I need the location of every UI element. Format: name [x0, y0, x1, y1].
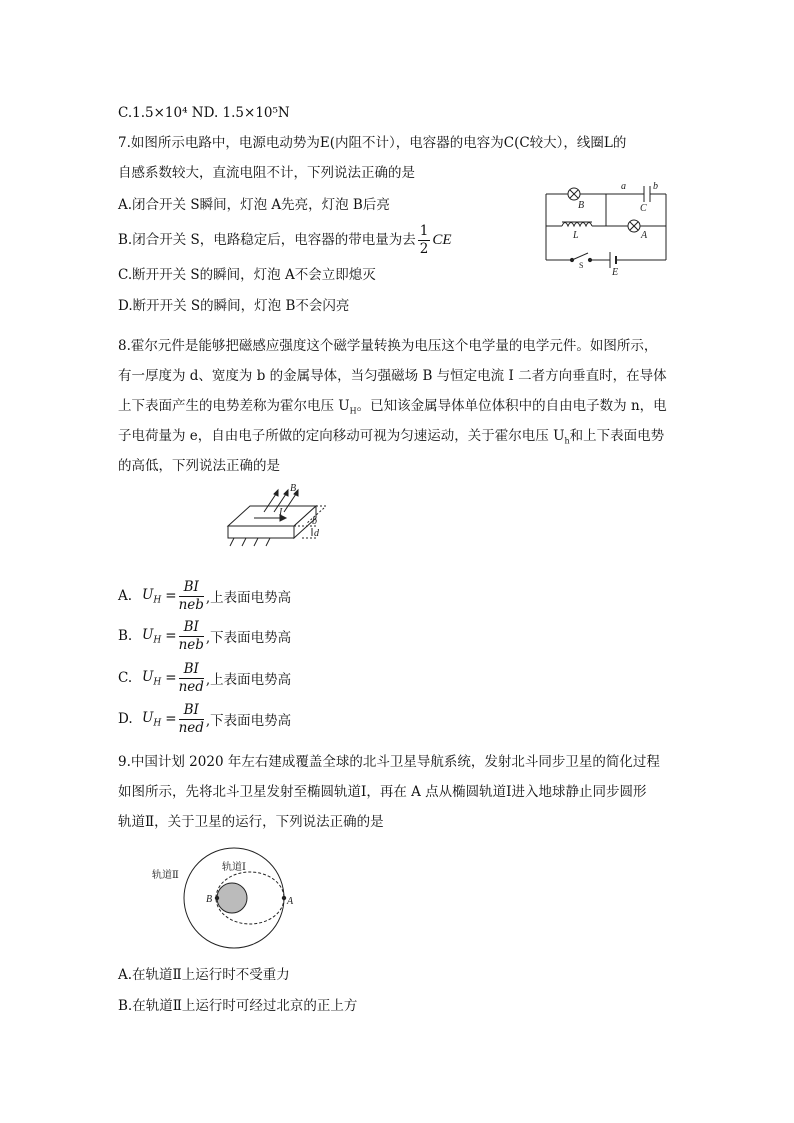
q8-option-equals: =: [165, 711, 177, 727]
q8-label-width: b: [312, 516, 317, 527]
q8-hall-element-diagram: [222, 482, 332, 554]
q8-option-uh: [142, 710, 161, 729]
q8-option-fraction: [179, 661, 204, 696]
q7-option-d: D.断开开关 S的瞬间，灯泡 B不会闪亮: [118, 298, 350, 314]
q6-options-tail: C.1.5×10⁴ ND. 1.5×10⁵N: [118, 105, 290, 121]
q8-stem-line-3: [118, 396, 667, 422]
q8-stem-line-4-tail: 和上下表面电势: [569, 428, 665, 444]
q7-option-b-text: B.闭合开关 S，电路稳定后，电容器的带电量为去: [118, 232, 416, 248]
q8-option-fraction: [179, 579, 204, 614]
q8-option-text: ,上表面电势高: [205, 590, 292, 606]
q8-option-uh: [142, 627, 161, 646]
q7-label-plate-a: a: [621, 181, 626, 192]
q8-option-uh-symbol: U: [142, 668, 154, 685]
q7-option-b: [118, 222, 452, 257]
q7-fraction-denominator: 2: [419, 240, 429, 257]
q9-label-orbit-1: 轨道Ⅰ: [222, 862, 246, 873]
q8-option-label: D.: [118, 711, 133, 727]
q7-stem-line-2: 自感系数较大，直流电阻不计，下列说法正确的是: [118, 165, 415, 181]
q8-option-uh-symbol: U: [142, 626, 154, 643]
q8-option: [118, 699, 291, 739]
q7-fraction-numerator: 1: [419, 222, 429, 239]
q8-label-thickness: d: [314, 528, 319, 539]
q8-option-equals: =: [165, 670, 177, 686]
earth: [217, 883, 247, 913]
q7-stem-line-1: 7.如图所示电路中，电源电动势为E(内阻不计），电容器的电容为C(C较大），线圈L的: [118, 135, 627, 151]
q8-option-numerator: BI: [179, 619, 204, 637]
q8-option-numerator: BI: [179, 661, 204, 679]
q9-stem-line-1: 9.中国计划 2020 年左右建成覆盖全球的北斗卫星导航系统，发射北斗同步卫星的简化过程: [118, 754, 660, 770]
q8-option-uh: [142, 587, 161, 606]
q8-option-denominator: ned: [178, 719, 204, 736]
q8-option-text: ,下表面电势高: [205, 630, 292, 646]
q8-option-denominator: neb: [178, 596, 204, 613]
q8-option-text: ,下表面电势高: [205, 713, 292, 729]
q8-option-equals: =: [165, 628, 177, 644]
q8-option-text: ,上表面电势高: [205, 672, 292, 688]
q9-option-a: A.在轨道Ⅱ上运行时不受重力: [118, 967, 290, 983]
q9-label-orbit-2: 轨道Ⅱ: [152, 870, 179, 881]
q7-circuit-diagram: [540, 180, 680, 275]
q9-stem-line-2: 如图所示，先将北斗卫星发射至椭圆轨道Ⅰ，再在 A 点从椭圆轨道Ⅰ进入地球静止同步圆形: [118, 784, 647, 800]
q9-label-a: A: [287, 896, 294, 907]
q8-option-equals: =: [165, 588, 177, 604]
q8-option-uh: [142, 669, 161, 688]
q8-option-uh-symbol: U: [142, 709, 154, 726]
q7-label-e: E: [612, 267, 619, 275]
q8-option-uh-sub: H: [153, 718, 162, 729]
q8-option: [118, 576, 291, 616]
q8-option-uh-symbol: U: [142, 586, 154, 603]
q8-option-numerator: BI: [179, 702, 204, 720]
q8-stem-line-1: 8.霍尔元件是能够把磁感应强度这个磁学量转换为电压这个电学量的电学元件。如图所示，: [118, 338, 658, 354]
q9-option-b: B.在轨道Ⅱ上运行时可经过北京的正上方: [118, 998, 358, 1014]
q9-stem-line-3: 轨道Ⅱ，关于卫星的运行，下列说法正确的是: [118, 814, 384, 830]
q8-option: [118, 616, 291, 656]
q7-label-l: L: [573, 230, 579, 241]
q7-option-b-ce: CE: [432, 232, 452, 248]
q7-option-b-fraction: [418, 223, 431, 258]
q8-option-numerator: BI: [179, 579, 204, 597]
q8-stem-line-5: 的高低，下列说法正确的是: [118, 458, 280, 474]
q8-option-denominator: neb: [178, 636, 204, 653]
q7-label-plate-b: b: [653, 181, 658, 192]
q8-stem-line-3-sub: H: [349, 406, 357, 416]
q8-stem-line-4: [118, 426, 664, 452]
q8-option-label: C.: [118, 670, 133, 686]
q7-label-c: C: [640, 203, 647, 214]
q8-option-uh-sub: H: [153, 635, 162, 646]
q7-label-a: A: [641, 230, 648, 241]
q8-option-uh-sub: H: [153, 677, 162, 688]
q8-label-current: I: [279, 507, 283, 518]
q7-option-a: A.闭合开关 S瞬间，灯泡 A先亮，灯泡 B后亮: [118, 197, 390, 213]
q8-stem-line-2: 有一厚度为 d、宽度为 b 的金属导体，当匀强磁场 B 与恒定电流 I 二者方向垂直时，在导体: [118, 368, 667, 384]
q8-stem-line-3-text: 上下表面产生的电势差称为霍尔电压 U: [118, 398, 350, 414]
q8-option: [118, 658, 291, 698]
q8-option-label: A.: [118, 588, 133, 604]
q8-stem-line-4-text: 子电荷量为 e，自由电子所做的定向移动可视为匀速运动，关于霍尔电压 U: [118, 428, 565, 444]
q8-option-fraction: [179, 702, 204, 737]
q9-orbit-diagram: [150, 846, 310, 950]
q7-label-s: S: [579, 261, 584, 270]
q8-option-denominator: ned: [178, 678, 204, 695]
q7-label-b: B: [578, 200, 585, 211]
q8-option-fraction: [179, 619, 204, 654]
q8-option-label: B.: [118, 628, 133, 644]
q8-label-b-field: B: [290, 483, 297, 494]
q8-option-uh-sub: H: [153, 595, 162, 606]
q9-label-b: B: [206, 894, 213, 905]
q7-option-c: C.断开开关 S的瞬间，灯泡 A不会立即熄灭: [118, 267, 376, 283]
q8-stem-line-3-tail: 。已知该金属导体单位体积中的自由电子数为 n，电: [356, 398, 667, 414]
q8-stem-line-4-sub: h: [564, 436, 570, 446]
